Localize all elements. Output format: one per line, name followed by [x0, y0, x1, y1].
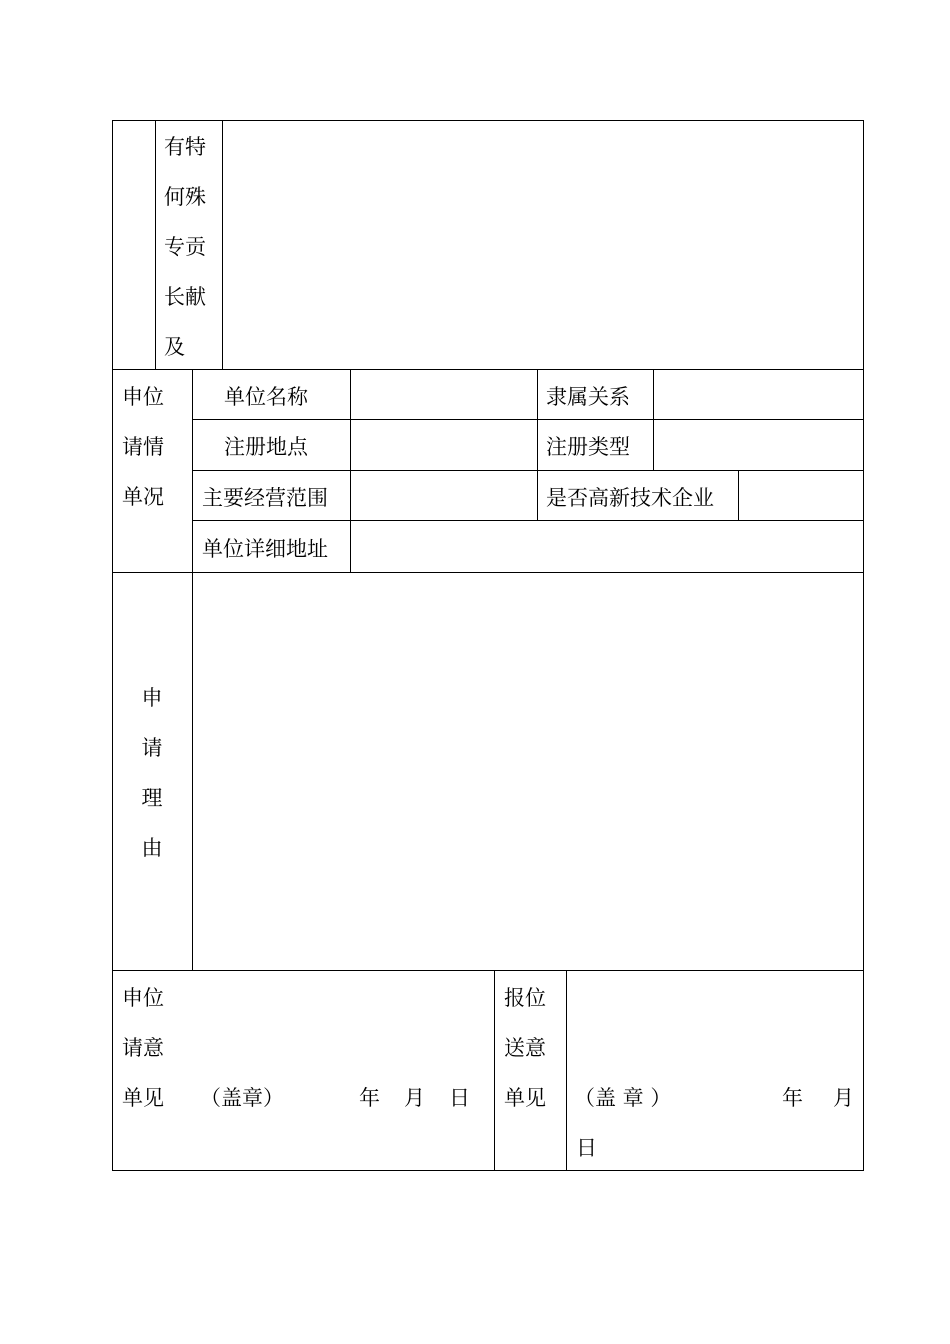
special-content-field[interactable]	[224, 122, 862, 368]
unit-side-label	[122, 372, 164, 522]
unit-side-label-line: 请情	[122, 435, 164, 459]
reason-label-char: 请	[141, 736, 163, 760]
divider-unit-row2	[192, 470, 864, 471]
special-inner-right	[222, 120, 223, 370]
unit-right-label-divider	[537, 369, 538, 521]
border-right	[863, 120, 864, 1171]
special-label-line: 有特	[164, 135, 206, 159]
unit-opinion-label-line: 单见	[122, 1086, 164, 1110]
reg-place-label: 注册地点	[224, 435, 308, 459]
divider-unit-row3	[192, 520, 864, 521]
unit-opinion-label	[122, 973, 164, 1123]
unit-opinion-label-line: 申位	[122, 986, 164, 1010]
reg-type-field[interactable]	[655, 421, 862, 469]
reg-type-label: 注册类型	[546, 435, 630, 459]
report-opinion-label-line: 报位	[504, 986, 546, 1010]
border-left	[112, 120, 113, 1171]
unit-year-text: 年	[359, 1086, 380, 1110]
special-label-line: 专贡	[164, 235, 206, 259]
unit-label-divider	[192, 369, 193, 971]
divider-unit-end	[112, 572, 864, 573]
reason-label-char: 由	[141, 836, 163, 860]
unit-day-text: 日	[449, 1086, 470, 1110]
unit-opinion-field[interactable]	[194, 972, 493, 1169]
report-year-text: 年	[782, 1086, 803, 1110]
unit-right-value-divider-2	[738, 470, 739, 521]
opinion-mid-right	[566, 970, 567, 1171]
affiliation-field[interactable]	[655, 371, 862, 418]
unit-right-value-divider-1	[653, 369, 654, 471]
business-scope-field[interactable]	[352, 472, 536, 519]
unit-seal-text: （盖章）	[200, 1086, 284, 1110]
reg-place-field[interactable]	[352, 421, 536, 469]
unit-side-label-line: 单况	[122, 485, 164, 509]
unit-side-label-line: 申位	[122, 385, 164, 409]
unit-field-divider	[350, 369, 351, 573]
divider-reason-end	[112, 970, 864, 971]
special-inner-left	[155, 120, 156, 370]
divider-unit-row1	[192, 419, 864, 420]
special-label-line: 长献	[164, 285, 206, 309]
border-top	[112, 120, 864, 121]
unit-opinion-label-line: 请意	[122, 1036, 164, 1060]
high-tech-label: 是否高新技术企业	[546, 486, 714, 510]
unit-name-field[interactable]	[352, 371, 536, 418]
border-bottom	[112, 1170, 864, 1171]
business-scope-label: 主要经营范围	[202, 486, 328, 510]
address-field[interactable]	[352, 522, 862, 571]
report-opinion-label	[504, 973, 546, 1123]
report-opinion-label-line: 单见	[504, 1086, 546, 1110]
address-label: 单位详细地址	[202, 537, 328, 561]
report-seal-text: （盖 章 ）	[574, 1086, 672, 1110]
report-opinion-field[interactable]	[568, 972, 862, 1169]
opinion-mid-left	[494, 970, 495, 1171]
affiliation-label: 隶属关系	[546, 385, 630, 409]
unit-month-text: 月	[404, 1086, 425, 1110]
report-opinion-label-line: 送意	[504, 1036, 546, 1060]
special-label	[164, 122, 206, 372]
report-day-text: 日	[576, 1136, 597, 1160]
reason-label	[140, 673, 164, 873]
divider-special-end	[112, 369, 864, 370]
reason-label-char: 理	[141, 786, 163, 810]
special-label-line: 及	[164, 335, 185, 359]
report-month-text: 月	[833, 1086, 854, 1110]
special-label-line: 何殊	[164, 185, 206, 209]
reason-content-field[interactable]	[194, 574, 862, 969]
unit-name-label: 单位名称	[224, 385, 308, 409]
reason-label-char: 申	[141, 686, 163, 710]
high-tech-field[interactable]	[740, 472, 862, 519]
